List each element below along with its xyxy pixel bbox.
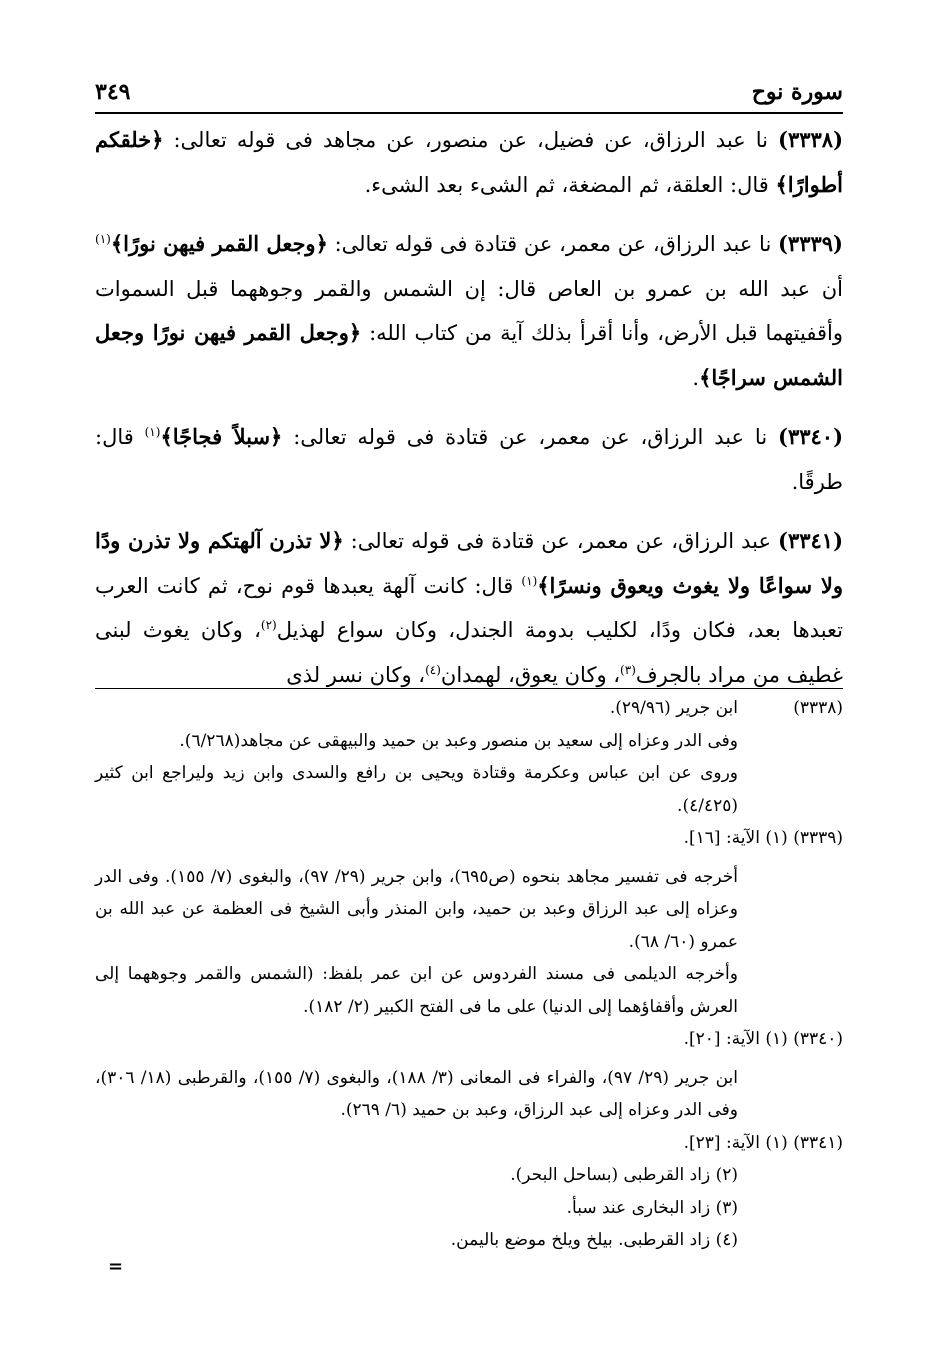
page-header (95, 72, 843, 112)
narration-text: أن عبد الله بن عمرو بن العاص قال: إن الشمس والقمر وجوههما قبل السموات وأقفيتهما قبل الأرض، وأنا أقرأ بذلك آية من كتاب الله: (95, 276, 843, 345)
narration-number: (٣٣٣٩) (777, 231, 843, 256)
quran-quote: ﴿لا تذرن آلهتكم ولا تذرن ودًا ولا سواعًا ولا يغوث ويعوق ونسرًا﴾ (95, 528, 843, 598)
footnote-aya (95, 1023, 843, 1056)
narration-text: نا عبد الرزاق، عن معمر، عن قتادة فى قوله تعالى: (282, 425, 778, 449)
aya-reference: (١) الآية: [٢٣]. (683, 1132, 788, 1153)
footnote-line: وفى الدر وعزاه إلى سعيد بن منصور وعبد بن حميد والبيهقى عن مجاهد(٦/٢٦٨). (179, 730, 738, 751)
paragraph-3339 (95, 222, 843, 400)
footnote-sub: (٣) زاد البخارى عند سبأ. (566, 1197, 738, 1218)
footnote-line: وروى عن ابن عباس وعكرمة وقتادة ويحيى بن رافع والسدى وابن زيد وليراجع ابن كثير (٤/٤٢٥). (95, 763, 738, 816)
footnote-label: (٣٣٤٠) (793, 1029, 843, 1049)
footnote-marker: (٤) (425, 662, 441, 677)
narration-number: (٣٣٣٨) (778, 127, 843, 152)
quran-quote: ﴿خلقكم أطوارًا﴾ (95, 127, 843, 197)
narration-text: نا عبد الرزاق، عن معمر، عن قتادة فى قوله تعالى: (327, 232, 778, 256)
footnote-block: أخرجه فى تفسير مجاهد بنحوه (ص٦٩٥)، وابن جرير (٢٩/ ٩٧)، والبغوى (٧/ ١٥٥). وفى الدر وعزاه إلى عبد الرزاق وعبد بن حميد، وابن المنذر وأبى الشيخ فى العظمة عن عبد الله بن عمرو (٦٠/ ٦٨). (95, 866, 739, 952)
narration-text: قال: العلقة، ثم المضغة، ثم الشىء بعد الشىء. (364, 172, 776, 197)
narration-text: . (692, 365, 700, 390)
narration-text: عبد الرزاق، عن معمر، عن قتادة فى قوله تعالى: (343, 529, 779, 553)
aya-reference: (١) الآية: [١٦]. (683, 828, 788, 848)
narration-text: ، وكان يعوق، لهمدان (440, 662, 621, 687)
footnote-marker: (١) (144, 425, 161, 439)
footnote-3341 (95, 1127, 843, 1257)
quran-quote: ﴿وجعل القمر فيهن نورًا وجعل الشمس سراجًا﴾ (95, 320, 843, 390)
footnote-marker: (٣) (620, 662, 636, 677)
footnote-marker: (١) (521, 573, 538, 588)
narration-text: قال: طرقًا. (95, 425, 843, 494)
footnote-line: ابن جرير (٢٩/٩٦). (609, 698, 738, 718)
footnote-label: (٣٣٤١) (793, 1132, 843, 1153)
narration-text: قال: كانت آلهة يعبدها قوم نوح، ثم كانت العرب تعبدها بعد، فكان ودًا، لكليب بدومة الجندل، وكان سواع لهذيل (95, 573, 844, 642)
footnote-aya (95, 1127, 843, 1160)
footnotes (95, 692, 843, 1257)
footnote-rule (95, 688, 843, 689)
narration-text: نا عبد الرزاق، عن فضيل، عن منصور، عن مجاهد فى قوله تعالى: (163, 128, 778, 152)
surah-title: سورة نوح (751, 79, 843, 105)
narration-number: (٣٣٤١) (778, 528, 844, 553)
footnote-block: ابن جرير (٢٩/ ٩٧)، والفراء فى المعانى (٣/ ١٨٨)، والبغوى (٧/ ١٥٥)، والقرطبى (١٨/ ٣٠٦)، وفى الدر وعزاه إلى عبد الرزاق، وعبد بن حميد (٦/ ٢٦٩). (95, 1067, 738, 1120)
footnote-label: (٣٣٣٩) (793, 828, 843, 848)
paragraph-3338 (95, 118, 843, 207)
footnote-sub: (٤) زاد القرطبى. بيلخ ويلخ موضع باليمن. (450, 1230, 738, 1250)
quran-quote: ﴿سبلاً فجاجًا﴾ (160, 424, 283, 449)
footnote-block: وأخرجه الديلمى فى مسند الفردوس عن ابن عمر بلفظ: (الشمس والقمر وجوههما إلى العرش وأقفاؤهما إلى الدنيا) على ما فى الفتح الكبير (٢/ ١٨٢). (95, 964, 738, 1017)
footnote-3338 (95, 692, 843, 822)
narration-text: ، وكان نسر لذى (286, 662, 426, 687)
quran-quote: ﴿وجعل القمر فيهن نورًا﴾ (110, 231, 328, 256)
paragraph-3340 (95, 415, 843, 504)
narration-number: (٣٣٤٠) (778, 424, 843, 449)
footnote-label: (٣٣٣٨) (793, 698, 843, 718)
narration-text: ، وكان يغوث لبنى غطيف من مراد بالجرف (95, 618, 843, 687)
header-rule (95, 112, 843, 114)
end-mark: = (108, 1256, 124, 1277)
footnote-aya (95, 822, 843, 855)
footnote-sub: (٢) زاد القرطبى (بساحل البحر). (510, 1165, 738, 1185)
footnote-marker: (٢) (260, 618, 277, 632)
aya-reference: (١) الآية: [٢٠]. (683, 1029, 788, 1049)
paragraph-3341 (95, 519, 843, 697)
main-text (95, 118, 843, 712)
page-number: ٣٤٩ (95, 79, 131, 105)
footnote-3339 (95, 822, 843, 1023)
footnote-3340 (95, 1023, 843, 1127)
footnote-marker: (١) (95, 232, 111, 246)
